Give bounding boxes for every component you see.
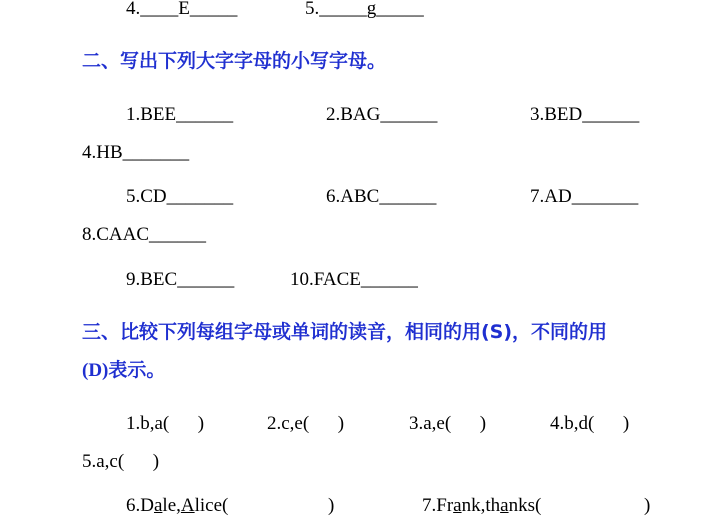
section-2-item-9: 9.BEC______ [126,269,235,290]
section-2-item-1: 1.BEE______ [126,104,234,125]
item-6-underlined-a: a [153,495,163,516]
section-3-item-4: 4.b,d( ) [550,413,630,434]
section-3-item-7-close: ) [644,495,651,516]
section-3-item-7 [422,495,541,517]
item-7-underlined-a: a [453,495,462,516]
item-6-prefix: 6.D [126,495,154,516]
section-2-item-7: 7.AD_______ [530,186,639,207]
exercise-item-4-top: 4.____E_____ [126,0,238,19]
section-2-item-4: 4.HB_______ [82,142,190,163]
section-3-heading-line-2 [82,358,165,383]
item-6-suffix: lice( [194,495,229,516]
section-2-item-2: 2.BAG______ [326,104,438,125]
item-7-suffix: nks( [508,495,542,516]
section-3-item-6 [126,495,228,517]
section-3-item-2: 2.c,e( ) [267,413,345,434]
section-3-title-line-1: 三、比较下列每组字母或单词的读音，相同的用(S)，不同的用 [82,321,608,343]
item-7-prefix: 7.Fr [422,495,454,516]
item-7-underlined-a2: a [500,495,509,516]
section-2-item-10: 10.FACE______ [290,269,418,290]
section-2-item-6: 6.ABC______ [326,186,437,207]
section-2-item-5: 5.CD_______ [126,186,234,207]
exercise-item-5-top: 5._____g_____ [305,0,424,19]
section-2-heading: 二、写出下列大字字母的小写字母。 [82,50,387,72]
section-3-item-6-close: ) [328,495,335,516]
section-3-title-line-2: (D)表示。 [82,360,166,381]
item-6-underlined-A: A [180,495,195,516]
section-3-item-3: 3.a,e( ) [409,413,487,434]
section-2-item-3: 3.BED______ [530,104,640,125]
section-3-item-1: 1.b,a( ) [126,413,205,434]
section-2-item-8: 8.CAAC______ [82,224,207,245]
section-3-heading-line-1 [82,320,607,344]
item-6-mid: le, [162,495,181,516]
item-7-mid: nk,th [461,495,501,516]
section-3-item-5: 5.a,c( ) [82,451,160,472]
